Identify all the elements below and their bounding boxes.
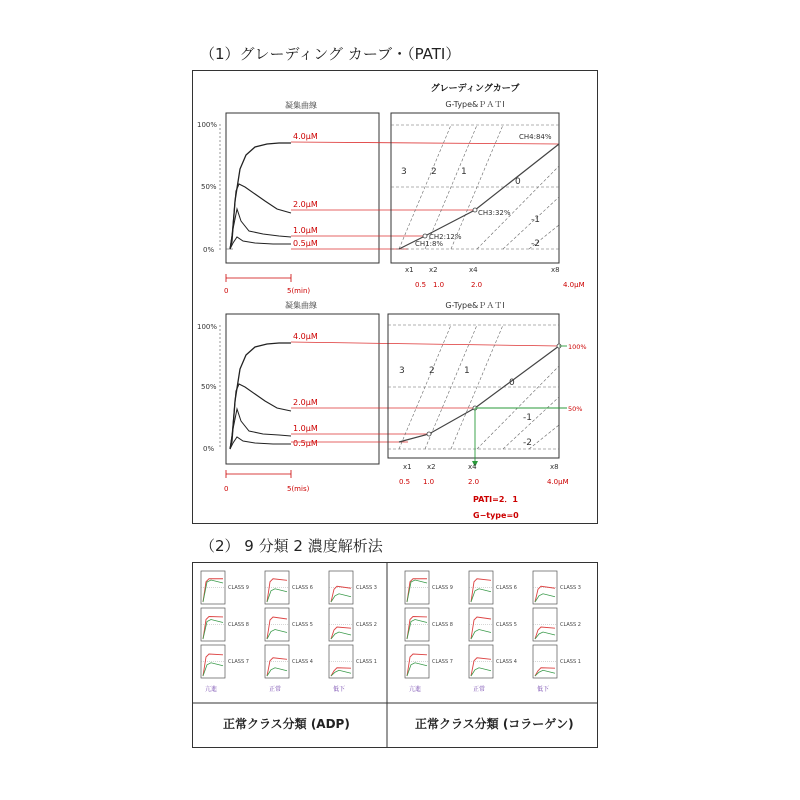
- class-label: CLASS 4: [292, 659, 313, 666]
- class-label: CLASS 6: [496, 585, 517, 592]
- class-label: CLASS 7: [228, 659, 249, 666]
- class-label: CLASS 7: [432, 659, 453, 666]
- conc-label-1.0: 1.0μM: [293, 226, 318, 235]
- y-tick-50: 50%: [201, 183, 217, 191]
- class-thumbnail: [533, 645, 581, 678]
- y-tick-100: 100%: [197, 121, 218, 129]
- conc-label-0.5-b: 0.5μM: [293, 439, 318, 448]
- class-label: CLASS 1: [560, 659, 581, 666]
- class-label: CLASS 8: [228, 622, 249, 629]
- section-heading-grading-curve: （1）グレーディング カーブ・（PATI）: [200, 45, 461, 63]
- top-panel: [197, 100, 585, 295]
- y-tick-0: 0%: [203, 246, 215, 254]
- conc-axis-4.0: 4.0μM: [563, 281, 585, 289]
- conc-axis-1.0-b: 1.0: [423, 478, 435, 486]
- nine-class-figure: [192, 562, 598, 748]
- conc-axis-1.0: 1.0: [433, 281, 445, 289]
- point-label-ch1: CH1:8%: [415, 240, 444, 248]
- x-tick-x1: x1: [405, 266, 414, 274]
- class-label: CLASS 3: [356, 585, 377, 592]
- class-group-label: 正常: [269, 686, 282, 693]
- conc-label-4.0-b: 4.0μM: [293, 332, 318, 341]
- grading-curve-line-2: [399, 346, 559, 442]
- grade-label-2-b: 2: [429, 366, 435, 376]
- grading-curve-line: [399, 144, 559, 249]
- figure-header-title: グレーディングカーブ: [430, 84, 520, 94]
- class-thumbnail: [265, 571, 313, 604]
- grade-label-3-b: 3: [399, 366, 405, 376]
- class-label: CLASS 5: [496, 622, 517, 629]
- x-tick-x4: x4: [469, 266, 478, 274]
- class-thumbnail: [201, 571, 249, 604]
- conc-axis-0.5-b: 0.5: [399, 478, 411, 486]
- caption-collagen: 正常クラス分類 (コラーゲン): [415, 717, 574, 731]
- grade-label-0-b: 0: [509, 378, 515, 388]
- class-thumbnail: [329, 571, 377, 604]
- class-label: CLASS 2: [560, 622, 581, 629]
- grading-graph-box-2: [388, 314, 559, 458]
- x-tick-x8-b: x8: [550, 463, 559, 471]
- class-label: CLASS 8: [432, 622, 453, 629]
- grade-label-minus2: -2: [531, 239, 540, 249]
- time-label-0-b: 0: [224, 485, 229, 493]
- pati-value: PATI=2．1: [473, 495, 518, 504]
- class-group-label: 低下: [333, 686, 346, 693]
- conc-label-2.0: 2.0μM: [293, 200, 318, 209]
- class-thumbnail: [201, 645, 249, 678]
- grade-label-minus1-b: -1: [523, 413, 532, 423]
- class-group-label: 正常: [473, 686, 486, 693]
- point-label-ch2: CH2:12%: [429, 233, 462, 241]
- x-tick-x1-b: x1: [403, 463, 412, 471]
- class-label: CLASS 9: [432, 585, 453, 592]
- section-heading-nine-class: （2） 9 分類 2 濃度解析法: [200, 537, 383, 555]
- adp-class-grid: [201, 571, 377, 693]
- class-thumbnail: [469, 571, 517, 604]
- aggregation-curve-title: 凝集曲線: [285, 101, 317, 110]
- grade-label-2: 2: [431, 167, 437, 177]
- conc-label-2.0-b: 2.0μM: [293, 398, 318, 407]
- class-group-label: 低下: [537, 686, 550, 693]
- gtype-value: G−type=0: [473, 511, 519, 520]
- class-thumbnail: [329, 645, 377, 678]
- grade-label-3: 3: [401, 167, 407, 177]
- grading-curve-figure: [192, 70, 598, 524]
- conc-axis-2.0-b: 2.0: [468, 478, 480, 486]
- collagen-class-grid: [405, 571, 581, 693]
- x-tick-x2-b: x2: [427, 463, 436, 471]
- class-label: CLASS 3: [560, 585, 581, 592]
- conc-axis-4.0-b: 4.0μM: [547, 478, 569, 486]
- y-tick-0-2: 0%: [203, 445, 215, 453]
- y-tick-50-2: 50%: [201, 383, 217, 391]
- caption-adp: 正常クラス分類 (ADP): [223, 717, 350, 731]
- class-thumbnail: [469, 608, 517, 641]
- class-thumbnail: [329, 608, 377, 641]
- class-thumbnail: [201, 608, 249, 641]
- class-group-label: 亢進: [409, 686, 422, 693]
- class-thumbnail: [405, 571, 453, 604]
- class-thumbnail: [533, 571, 581, 604]
- class-label: CLASS 6: [292, 585, 313, 592]
- curve-0.5: [230, 237, 291, 249]
- class-thumbnail: [265, 608, 313, 641]
- grade-label-minus2-b: -2: [523, 438, 532, 448]
- grade-label-0: 0: [515, 177, 521, 187]
- class-thumbnail: [405, 608, 453, 641]
- class-label: CLASS 4: [496, 659, 517, 666]
- pct-label-50: 50%: [568, 405, 583, 413]
- class-thumbnail: [265, 645, 313, 678]
- time-label-0: 0: [224, 287, 229, 295]
- class-label: CLASS 1: [356, 659, 377, 666]
- class-label: CLASS 9: [228, 585, 249, 592]
- grade-label-1-b: 1: [464, 366, 470, 376]
- conc-label-1.0-b: 1.0μM: [293, 424, 318, 433]
- class-thumbnail: [533, 608, 581, 641]
- x-tick-x4-b: x4: [468, 463, 477, 471]
- grade-label-minus1: -1: [531, 215, 540, 225]
- conc-label-4.0: 4.0μM: [293, 132, 318, 141]
- pct-label-100: 100%: [568, 343, 587, 351]
- class-label: CLASS 2: [356, 622, 377, 629]
- class-thumbnail: [405, 645, 453, 678]
- x-tick-x2: x2: [429, 266, 438, 274]
- class-label: CLASS 5: [292, 622, 313, 629]
- curve-0.5-b: [230, 437, 291, 449]
- conc-label-0.5: 0.5μM: [293, 239, 318, 248]
- bottom-panel: [197, 300, 587, 520]
- aggregation-curve-title-2: 凝集曲線: [285, 301, 317, 310]
- point-label-ch4: CH4:84%: [519, 133, 552, 141]
- class-group-label: 亢進: [205, 686, 218, 693]
- grading-graph-title-2: G-Type&ＰＡＴⅠ: [445, 301, 505, 310]
- class-thumbnail: [469, 645, 517, 678]
- conc-axis-2.0: 2.0: [471, 281, 483, 289]
- grading-graph-title: G-Type&ＰＡＴⅠ: [445, 100, 505, 109]
- grade-label-1: 1: [461, 167, 467, 177]
- point-label-ch3: CH3:32%: [478, 209, 511, 217]
- time-label-5mis: 5(mis): [287, 485, 310, 493]
- time-label-5min: 5(min): [287, 287, 311, 295]
- x-tick-x8: x8: [551, 266, 560, 274]
- conc-axis-0.5: 0.5: [415, 281, 427, 289]
- y-tick-100-2: 100%: [197, 323, 218, 331]
